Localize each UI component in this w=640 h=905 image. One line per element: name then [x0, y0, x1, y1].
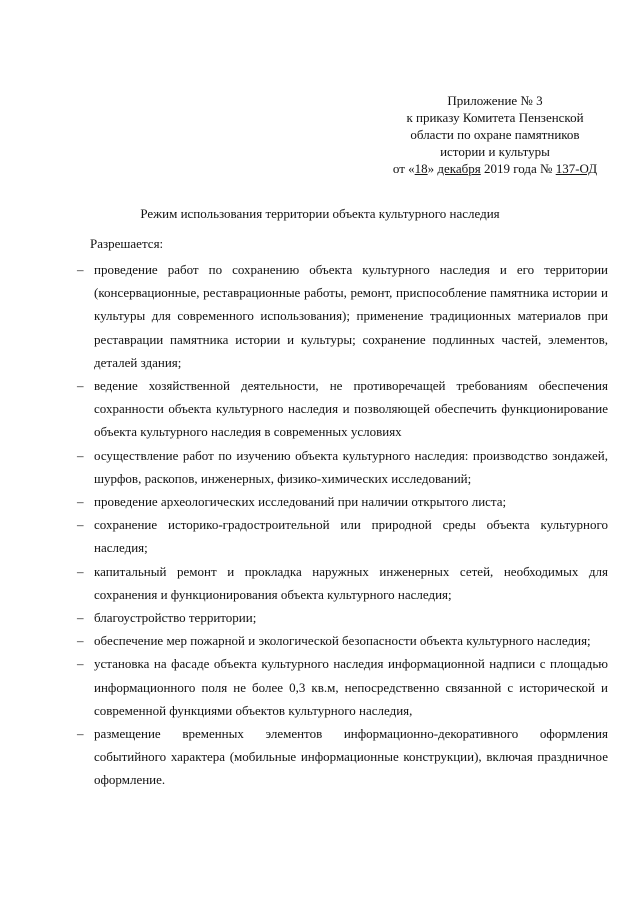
date-year: 2019 года №: [480, 161, 556, 176]
list-item-text: осуществление работ по изучению объекта культурного наследия: производство зондажей, шурфов, раскопов, инженерных, физико-химических исследований;: [94, 447, 608, 486]
document-header: [380, 92, 610, 177]
list-item-text: проведение работ по сохранению объекта культурного наследия и его территории (консервационные, реставрационные работы, ремонт, приспособление памятника истории и культуры для современного использования); применение традиционных материалов при реставрации памятника истории и культуры; сохранение подлинных частей, элементов, деталей здания;: [94, 262, 608, 370]
list-item-text: сохранение историко-градостроительной или природной среды объекта культурного наследия;: [94, 517, 608, 556]
list-item: [0, 652, 640, 722]
dash-marker: –: [77, 494, 84, 510]
date-prefix: от «: [392, 161, 415, 176]
dash-marker: –: [77, 726, 84, 742]
committee-name: области по охране памятников: [410, 127, 580, 142]
list-item-text: размещение временных элементов информационно-декоративного оформления событийного характера (мобильные информационные конструкции), включая праздничное оформление.: [94, 726, 608, 788]
order-reference: к приказу Комитета Пензенской: [406, 110, 584, 125]
list-item: [0, 513, 640, 559]
permitted-activities-list: [0, 258, 640, 792]
dash-marker: –: [77, 262, 84, 277]
order-day: 18: [414, 161, 428, 176]
list-item: [0, 258, 640, 374]
list-item-text: установка на фасаде объекта культурного наследия информационной надписи с площадью информационного поля не более 0,3 кв.м, непосредственно связанной с исторической и современной функциями объектов культурного наследия,: [94, 656, 608, 718]
list-item: [0, 722, 640, 792]
date-mid: »: [427, 161, 438, 176]
dash-marker: –: [77, 633, 84, 649]
committee-name-cont: истории и культуры: [440, 144, 550, 159]
dash-marker: –: [77, 378, 84, 394]
order-number: 137-ОД: [555, 161, 598, 176]
order-month: декабря: [437, 161, 481, 176]
list-item-text: обеспечение мер пожарной и экологической безопасности объекта культурного наследия;: [94, 633, 591, 649]
dash-marker: –: [77, 447, 84, 463]
dash-marker: –: [77, 563, 84, 579]
dash-marker: –: [77, 517, 84, 533]
list-item: [0, 560, 640, 606]
dash-marker: –: [77, 656, 84, 672]
list-item-text: проведение археологических исследований при наличии открытого листа;: [94, 494, 507, 510]
list-item: [0, 444, 640, 490]
list-item: [0, 606, 640, 629]
list-item-text: капитальный ремонт и прокладка наружных инженерных сетей, необходимых для сохранения и функционирования объекта культурного наследия;: [94, 563, 608, 602]
list-item-text: ведение хозяйственной деятельности, не противоречащей требованиям обеспечения сохранности объекта культурного наследия и позволяющей обеспечить функционирование объекта культурного наследия в современных условиях: [94, 378, 608, 440]
list-item: [0, 629, 640, 652]
order-date-line: [380, 160, 610, 177]
allowed-label: Разрешается:: [90, 236, 164, 251]
appendix-number: Приложение № 3: [447, 93, 543, 108]
list-item: [0, 490, 640, 513]
dash-marker: –: [77, 610, 84, 626]
list-item-text: благоустройство территории;: [94, 610, 257, 626]
list-item: [0, 374, 640, 444]
document-title: Режим использования территории объекта культурного наследия: [140, 206, 500, 221]
